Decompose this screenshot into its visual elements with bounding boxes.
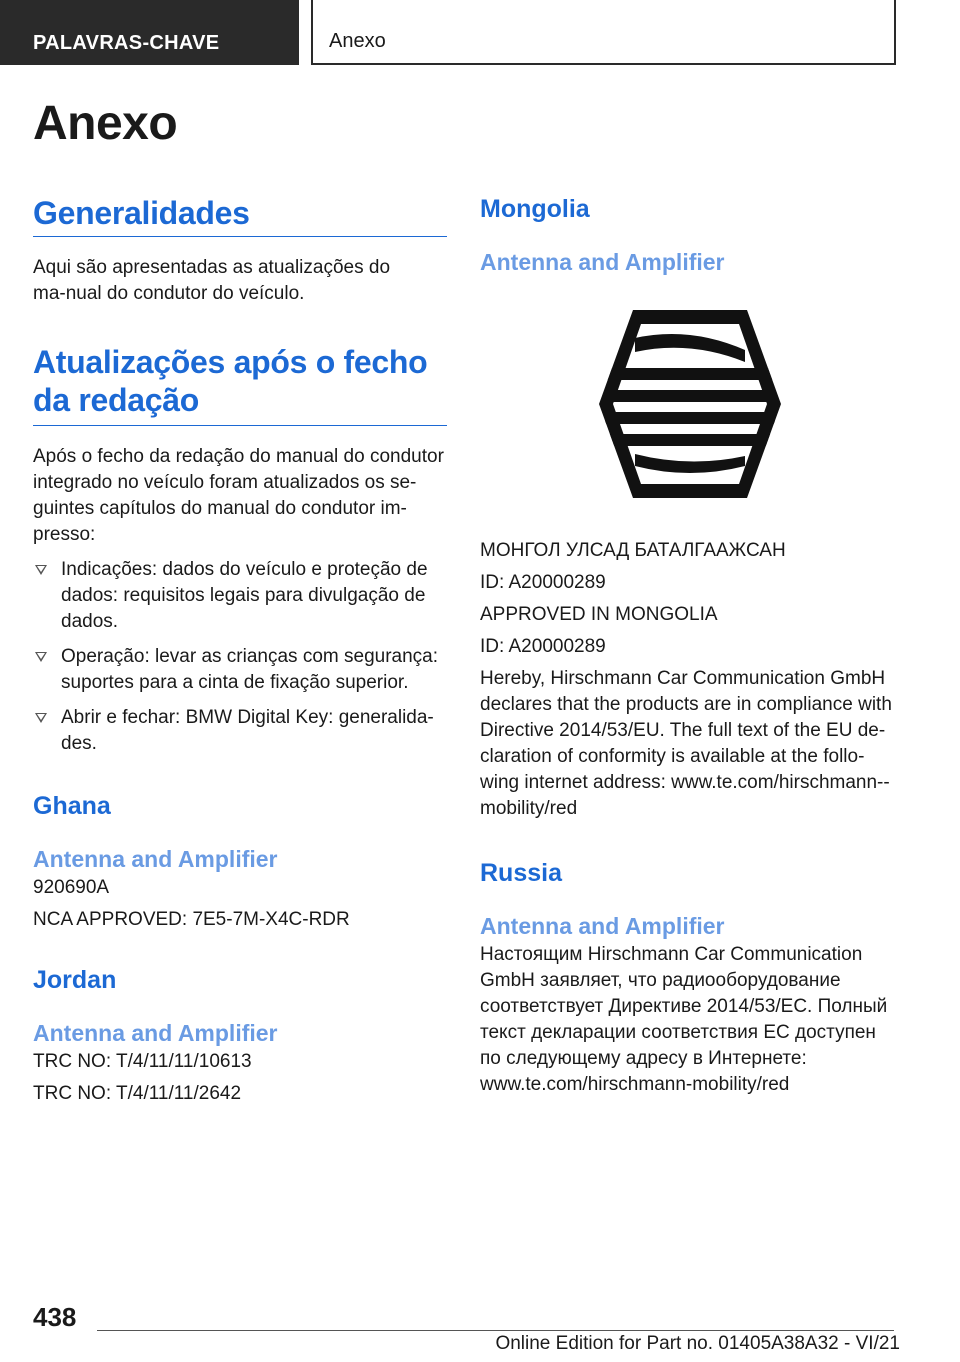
subtitle-ghana: Antenna and Amplifier [33,846,278,872]
triangle-bullet-icon [35,713,47,723]
subtitle-mongolia: Antenna and Amplifier [480,249,725,275]
triangle-bullet-icon [35,652,47,662]
page-number: 438 [33,1302,77,1332]
ghana-line2: NCA APPROVED: 7E5-7M-X4C-RDR [33,909,350,930]
jordan-line1: TRC NO: T/4/11/11/10613 [33,1051,252,1072]
list-item: Indicações: dados do veículo e proteção de dados: requisitos legais para divulgação de dados. [33,557,447,635]
updates-text: Após o fecho da redação do manual do condutor integrado no veículo foram atualizados os se-guintes capítulos do manual do condutor im-presso: [33,446,444,545]
jordan-line2: TRC NO: T/4/11/11/2642 [33,1083,242,1104]
section-title-generalidades: Generalidades [33,195,250,231]
mongolia-line4: ID: A20000289 [480,636,606,657]
generalidades-text: Aqui são apresentadas as atualizações do ma-nual do condutor do veículo. [33,257,391,304]
list-item: Abrir e fechar: BMW Digital Key: generalida-des. [33,705,447,757]
footer-rule [97,1330,894,1331]
left-column [33,190,447,1107]
page-title: Anexo [33,97,178,150]
section-rule [33,425,447,426]
section-rule [33,236,447,237]
country-title-russia: Russia [480,859,562,887]
country-title-jordan: Jordan [33,966,117,994]
updates-title-line2: da redação [33,382,199,418]
mongolia-declaration: Hereby, Hirschmann Car Communication GmbH declares that the products are in compliance with Directive 2014/53/EU. The full text of the EU de-claration of conformity is available at the follo-wing internet address: www.te.com/hirschmann--mobility/red [480,668,892,819]
subtitle-jordan: Antenna and Amplifier [33,1020,278,1046]
ghana-line1: 920690A [33,877,110,898]
country-title-mongolia: Mongolia [480,195,590,223]
mongolia-line3: APPROVED IN MONGOLIA [480,604,718,625]
updates-list [33,557,447,757]
russia-declaration: Настоящим Hirschmann Car Communication GmbH заявляет, что радиооборудование соответствует Директиве 2014/53/EC. Полный текст декларации соответствия EC доступен по следующему адресу в Интернете: www.te.com/hirschmann-mobility/red [480,944,888,1095]
section-title-updates [33,343,447,419]
country-title-ghana: Ghana [33,792,111,820]
subtitle-russia: Antenna and Amplifier [480,913,725,939]
mongolia-line2: ID: A20000289 [480,572,606,593]
header-tab-section[interactable]: Anexo [311,0,896,65]
header-tab-keywords[interactable]: PALAVRAS-CHAVE [0,0,299,65]
right-column [480,190,900,1098]
updates-title-line1: Atualizações após o fecho [33,344,428,380]
list-item: Operação: levar as crianças com segurança: suportes para a cinta de fixação superior. [33,644,447,696]
footer-edition: Online Edition for Part no. 01405A38A32 - VI/21 [495,1333,900,1354]
triangle-bullet-icon [35,565,47,575]
approval-logo-icon [595,304,785,504]
mongolia-line1: МОНГОЛ УЛСАД БАТАЛГААЖСАН [480,540,786,561]
logo-container [480,304,900,504]
